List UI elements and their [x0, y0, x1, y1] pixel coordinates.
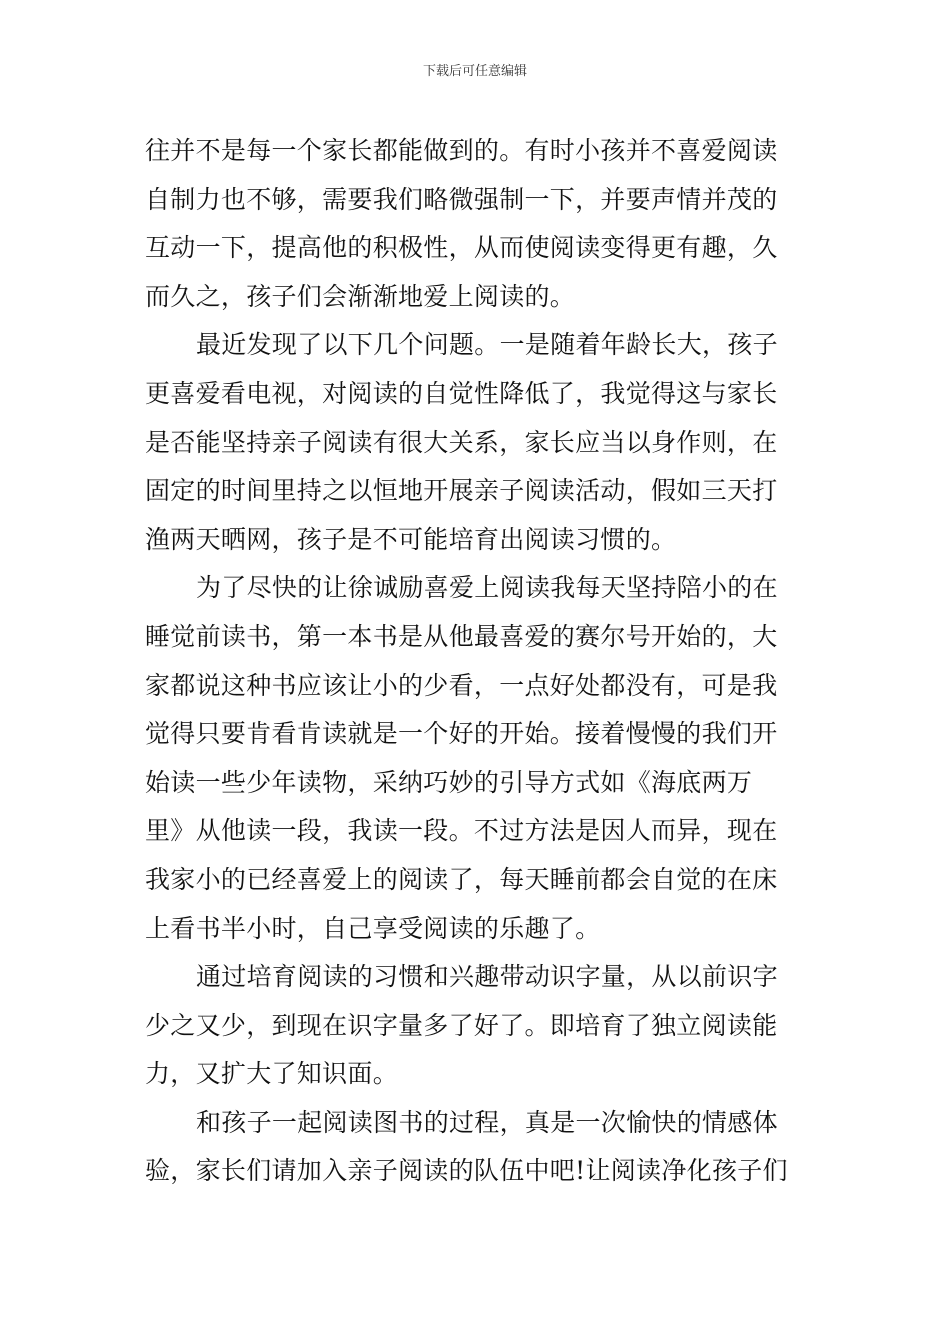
text-line: 里》从他读一段，我读一段。不过方法是因人而异，现在 — [145, 816, 778, 846]
text-line: 通过培育阅读的习惯和兴趣带动识字量，从以前识字 — [196, 962, 778, 992]
text-line: 渔两天晒网，孩子是不可能培育出阅读习惯的。 — [145, 524, 677, 554]
text-line: 家都说这种书应该让小的少看，一点好处都没有，可是我 — [145, 670, 778, 700]
document-body — [145, 127, 807, 1196]
text-line: 始读一些少年读物，采纳巧妙的引导方式如《海底两万 — [145, 767, 753, 797]
text-line: 更喜爱看电视，对阅读的自觉性降低了，我觉得这与家长 — [145, 378, 778, 408]
text-line: 觉得只要肯看肯读就是一个好的开始。接着慢慢的我们开 — [145, 719, 778, 749]
text-line: 为了尽快的让徐诚励喜爱上阅读我每天坚持陪小的在 — [196, 573, 778, 603]
text-line: 自制力也不够，需要我们略微强制一下，并要声情并茂的 — [145, 184, 778, 214]
page-header: 下载后可任意编辑 — [422, 64, 527, 79]
text-line: 上看书半小时，自己享受阅读的乐趣了。 — [145, 913, 601, 943]
text-line: 是否能坚持亲子阅读有很大关系，家长应当以身作则，在 — [145, 427, 778, 457]
text-line: 往并不是每一个家长都能做到的。有时小孩并不喜爱阅读 — [145, 136, 778, 165]
text-line: 少之又少，到现在识字量多了好了。即培育了独立阅读能 — [145, 1010, 778, 1040]
text-line: 睡觉前读书，第一本书是从他最喜爱的赛尔号开始的，大 — [145, 621, 778, 651]
text-line: 而久之，孩子们会渐渐地爱上阅读的。 — [145, 281, 576, 311]
text-line: 力，又扩大了知识面。 — [145, 1059, 399, 1089]
text-line: 最近发现了以下几个问题。一是随着年龄长大，孩子 — [196, 330, 778, 360]
text-line: 验，家长们请加入亲子阅读的队伍中吧!让阅读净化孩子们 — [145, 1156, 788, 1186]
text-line: 固定的时间里持之以恒地开展亲子阅读活动，假如三天打 — [145, 476, 778, 506]
text-line: 和孩子一起阅读图书的过程，真是一次愉快的情感体 — [196, 1107, 778, 1137]
text-line: 互动一下，提高他的积极性，从而使阅读变得更有趣，久 — [145, 233, 778, 263]
text-line: 我家小的已经喜爱上的阅读了，每天睡前都会自觉的在床 — [145, 864, 778, 894]
